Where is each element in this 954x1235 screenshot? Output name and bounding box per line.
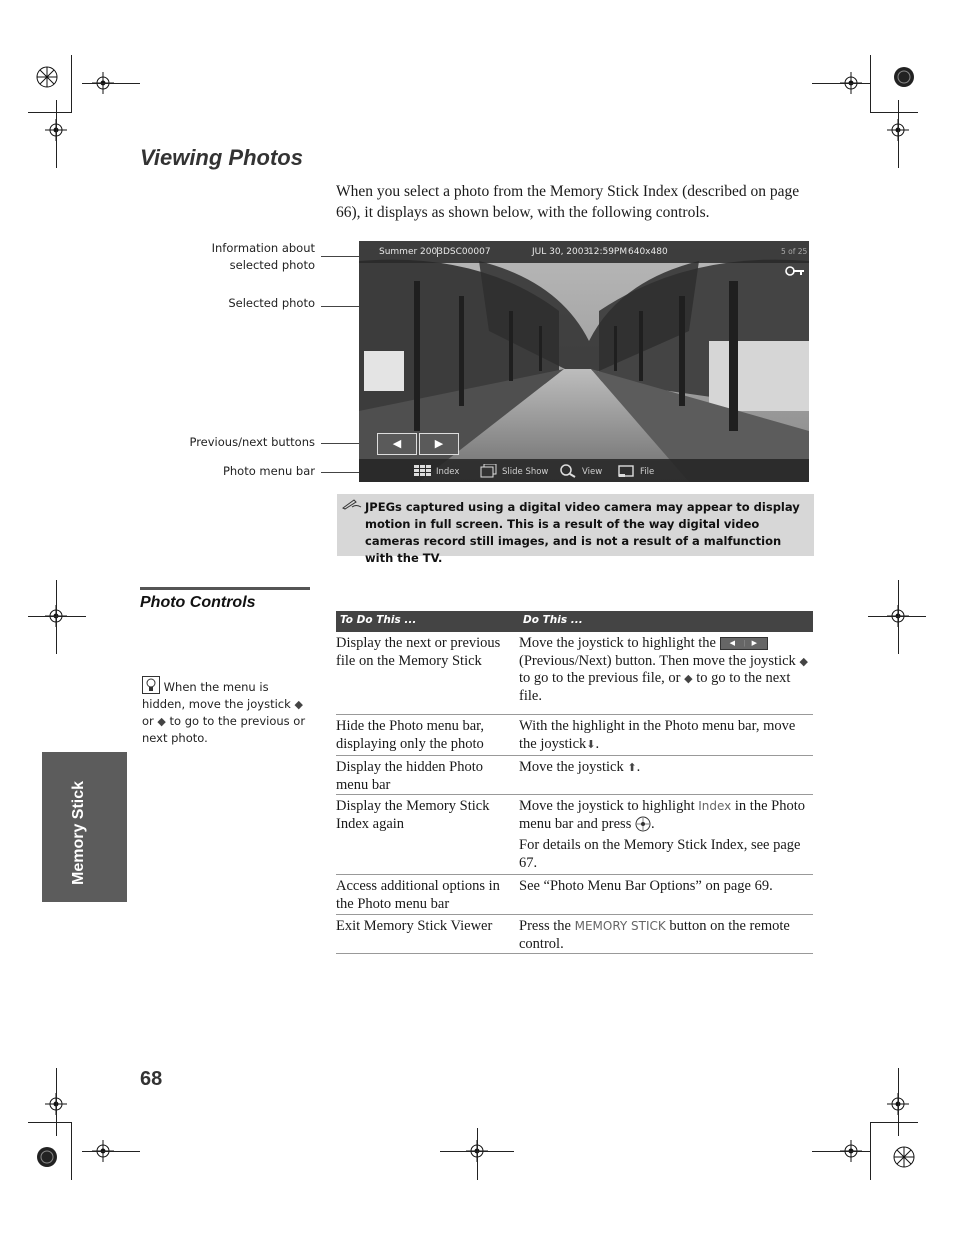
- magnifier-icon: [560, 464, 578, 478]
- joystick-left-icon: ◆: [294, 698, 303, 711]
- callout-selected-photo: Selected photo: [228, 296, 315, 310]
- file-icon: [618, 464, 636, 478]
- note-text: JPEGs captured using a digital video camera may appear to display motion in full screen. This is a result of the way digital video cameras record still images, and is not a result of a malfunction with the TV.: [365, 500, 800, 565]
- protect-key-icon: [785, 265, 805, 277]
- previous-button[interactable]: [377, 433, 417, 455]
- header-do: Do This ...: [523, 614, 583, 626]
- table-row: Hide the Photo menu bar, displaying only the photo With the highlight in the Photo menu bar, move the joystick⬇.: [336, 715, 813, 756]
- tip-text: When the menu is hidden, move the joystick ◆ or ◆ to go to the previous or next photo.: [142, 676, 312, 747]
- joystick-down-icon: ⬇: [586, 737, 596, 751]
- photo-info-bar: [359, 241, 809, 263]
- photo-menu-bar: Index Slide Show View File: [359, 459, 809, 482]
- joystick-right-icon: ◆: [157, 715, 166, 728]
- callout-info: Information about selected photo: [211, 241, 315, 272]
- photo-date: JUL 30, 2003: [532, 247, 590, 257]
- table-row: Exit Memory Stick Viewer Press the MEMORY STICK button on the remote control.: [336, 915, 813, 954]
- slide-show-icon: [480, 464, 498, 478]
- next-button[interactable]: [419, 433, 459, 455]
- page-number: 68: [140, 1068, 163, 1090]
- side-tab-label: Memory Stick: [70, 780, 87, 885]
- prev-next-buttons-icon: ◀ | ▶: [720, 637, 768, 650]
- memory-stick-keyword: MEMORY STICK: [574, 919, 666, 933]
- arrow-left-icon: ◀: [392, 438, 402, 450]
- arrow-right-icon: ▶: [434, 438, 444, 450]
- photo-screenshot: [359, 241, 809, 482]
- callout-prev-next: Previous/next buttons: [189, 435, 315, 449]
- joystick-up-icon: ⬆: [627, 761, 637, 774]
- page-title: Viewing Photos: [140, 145, 303, 170]
- header-todo: To Do This ...: [340, 614, 417, 626]
- callout-menu-bar: Photo menu bar: [222, 464, 315, 478]
- table-row: Access additional options in the Photo menu bar See “Photo Menu Bar Options” on page 69.: [336, 875, 813, 915]
- side-tab: [42, 752, 127, 902]
- joystick-press-icon: [635, 816, 651, 832]
- section-rule: [140, 587, 310, 590]
- joystick-right-icon: ◆: [684, 672, 693, 685]
- registration-target-icon: [36, 66, 58, 88]
- intro-paragraph: When you select a photo from the Memory Stick Index (described on page 66), it displays as shown below, with the following controls.: [336, 183, 800, 221]
- joystick-left-icon: ◆: [799, 654, 808, 668]
- registration-target-icon: [36, 1146, 58, 1168]
- registration-target-icon: [893, 66, 915, 88]
- section-title: Photo Controls: [140, 594, 256, 611]
- file-name: DSC00007: [437, 247, 491, 257]
- photo-counter: 5 of 25: [781, 247, 808, 256]
- index-grid-icon: [414, 464, 432, 478]
- table-header: [336, 611, 813, 632]
- pencil-note-icon: [342, 498, 362, 510]
- photo-controls-table: [336, 611, 813, 954]
- table-row: Display the Memory Stick Index again Move the joystick to highlight Index in the Photo menu bar and press . For details on the Memory Stick Index, see page 67.: [336, 795, 813, 875]
- table-row: Display the next or previous file on the Memory Stick Move the joystick to highlight the ◀ | ▶ (Previous/Next) button. Then move the joystick ◆ to go to the previous file, or ◆ to go to the next file.: [336, 632, 813, 715]
- lightbulb-tip-icon: [142, 676, 160, 694]
- photo-size: 640x480: [628, 247, 668, 257]
- table-row: Display the hidden Photo menu bar Move the joystick ⬆.: [336, 756, 813, 795]
- photo-time: 12:59PM: [588, 247, 628, 257]
- note-box: [337, 494, 814, 565]
- album-name: Summer 2003: [379, 247, 443, 257]
- registration-target-icon: [893, 1146, 915, 1168]
- index-keyword: Index: [698, 799, 732, 813]
